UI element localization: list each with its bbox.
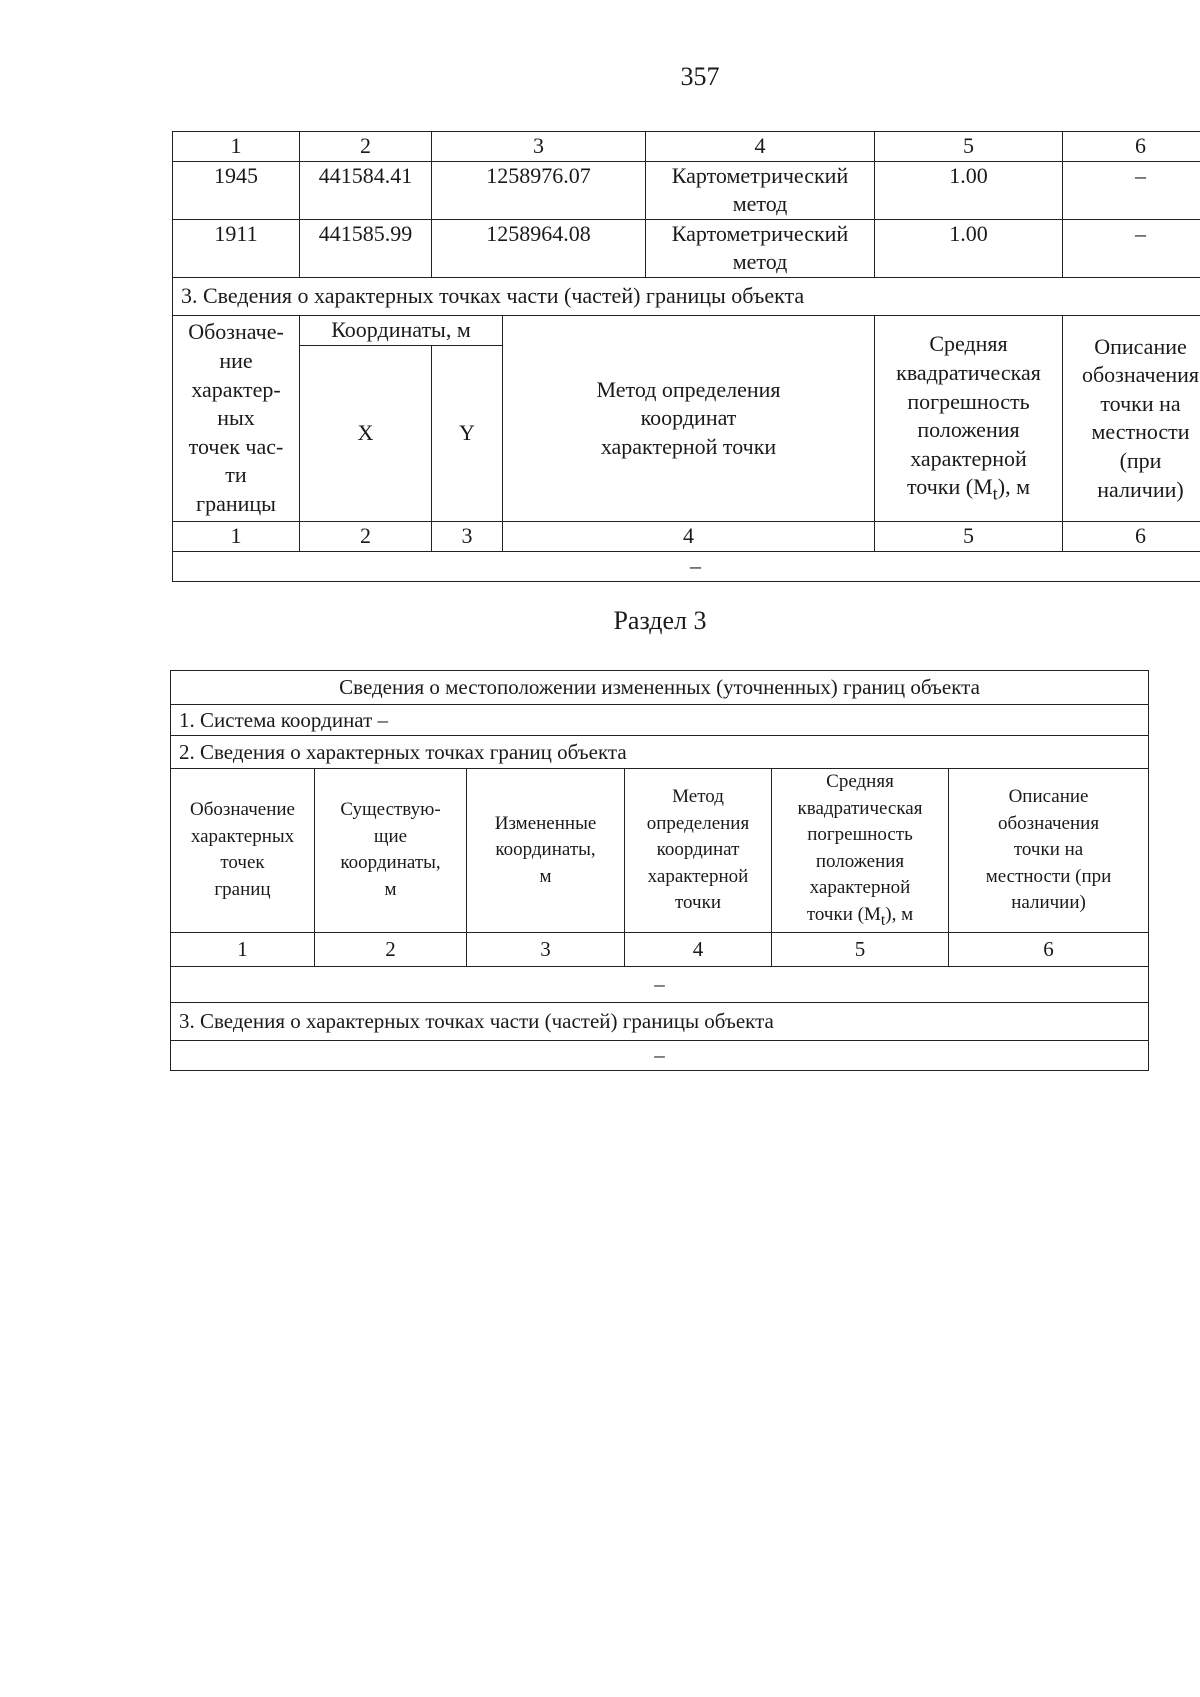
header-method xyxy=(503,315,875,521)
section-heading-row xyxy=(173,277,1200,315)
header-line: Средняя xyxy=(826,771,894,792)
table-title-row xyxy=(171,671,1149,705)
subscript: t xyxy=(880,911,886,929)
col-number: 6 xyxy=(949,932,1149,966)
header-line: обозначения xyxy=(997,812,1100,834)
empty-mark: – xyxy=(173,551,1200,581)
header-line: координаты, xyxy=(495,839,596,861)
header-row xyxy=(171,769,1149,933)
col-number: 6 xyxy=(1063,521,1200,551)
error-value: 1.00 xyxy=(875,161,1063,219)
description: – xyxy=(1063,161,1200,219)
header-line: Описание xyxy=(1008,785,1089,807)
col-number: 2 xyxy=(300,132,432,162)
error-value: 1.00 xyxy=(875,219,1063,277)
header-point-designation xyxy=(171,769,315,933)
header-line: точек xyxy=(220,852,265,874)
header-line: характерной точки xyxy=(600,433,777,459)
coord-x: 441585.99 xyxy=(300,219,432,277)
page-number: 357 xyxy=(680,62,720,91)
header-line: координат xyxy=(656,839,740,861)
header-line: точки xyxy=(674,892,721,914)
header-line: характерных xyxy=(190,825,295,847)
section-title: Раздел 3 xyxy=(613,606,707,635)
col-number: 4 xyxy=(503,521,875,551)
header-line: границы xyxy=(196,490,276,516)
method-line: Картометрический xyxy=(671,220,849,246)
coord-x: 441584.41 xyxy=(300,161,432,219)
col-number: 3 xyxy=(432,521,503,551)
header-description xyxy=(949,769,1149,933)
header-y: Y xyxy=(432,345,503,521)
empty-row xyxy=(173,551,1200,581)
col-number: 6 xyxy=(1063,132,1200,162)
header-line: м xyxy=(539,865,552,887)
header-line: м xyxy=(384,879,397,901)
points-title: 2. Сведения о характерных точках границ объекта xyxy=(171,736,1149,769)
col-number: 2 xyxy=(315,932,467,966)
column-number-row xyxy=(173,521,1200,551)
header-point-designation xyxy=(173,315,300,521)
header-line: ), м xyxy=(885,903,914,925)
coord-y: 1258976.07 xyxy=(432,161,646,219)
header-line: погрешность xyxy=(907,388,1030,414)
header-line: Метод xyxy=(672,785,724,807)
col-number: 4 xyxy=(625,932,772,966)
col-number: 1 xyxy=(173,132,300,162)
table-row xyxy=(173,161,1200,219)
empty-mark: – xyxy=(171,1040,1149,1070)
points-title-row xyxy=(171,736,1149,769)
header-line: обозначения xyxy=(1081,362,1200,388)
col-number: 4 xyxy=(646,132,875,162)
header-line: характерной xyxy=(809,877,911,899)
empty-mark: – xyxy=(171,966,1149,1002)
header-line: точки на xyxy=(1013,839,1084,861)
table-row xyxy=(173,219,1200,277)
section-heading: 3. Сведения о характерных точках части (частей) границы объекта xyxy=(173,277,1200,315)
header-line: местности xyxy=(1091,419,1190,445)
column-number-row xyxy=(173,132,1200,162)
header-line: ), м xyxy=(997,474,1030,500)
header-line: Обозначе- xyxy=(188,319,284,345)
header-line: ти xyxy=(225,462,247,488)
header-line: характерной xyxy=(647,865,749,887)
header-line: положения xyxy=(815,850,905,872)
header-error xyxy=(772,769,949,933)
empty-row xyxy=(171,1040,1149,1070)
coord-system: 1. Система координат – xyxy=(171,705,1149,736)
header-line: координат xyxy=(640,405,737,431)
header-line: Обозначение xyxy=(190,799,295,821)
header-changed-coords xyxy=(467,769,625,933)
header-line: точек час- xyxy=(188,433,284,459)
header-method xyxy=(625,769,772,933)
header-line: наличии) xyxy=(1011,892,1086,914)
header-row xyxy=(173,315,1200,345)
subscript: t xyxy=(992,483,998,504)
method-line: метод xyxy=(732,191,788,217)
header-existing-coords xyxy=(315,769,467,933)
header-line: (при xyxy=(1119,448,1162,474)
header-line: положения xyxy=(917,417,1020,443)
point-id: 1911 xyxy=(173,219,300,277)
header-line: точки (M xyxy=(806,903,881,925)
header-line: характер- xyxy=(191,376,281,402)
boundary-points-table xyxy=(172,131,1200,582)
header-line: точки (M xyxy=(906,474,993,500)
header-line: точки на xyxy=(1100,390,1181,416)
header-line: Средняя xyxy=(929,331,1008,357)
header-line: Измененные xyxy=(494,812,597,834)
header-line: Существую- xyxy=(340,799,441,821)
method-cell xyxy=(646,161,875,219)
header-line: наличии) xyxy=(1097,476,1184,502)
column-number-row xyxy=(171,932,1149,966)
coord-y: 1258964.08 xyxy=(432,219,646,277)
col-number: 3 xyxy=(467,932,625,966)
description: – xyxy=(1063,219,1200,277)
parts-title-row xyxy=(171,1002,1149,1040)
col-number: 5 xyxy=(772,932,949,966)
col-number: 2 xyxy=(300,521,432,551)
header-line: квадратическая xyxy=(896,359,1041,385)
method-line: метод xyxy=(732,249,788,275)
method-cell xyxy=(646,219,875,277)
header-line: характерной xyxy=(910,445,1027,471)
header-line: местности (при xyxy=(985,865,1112,887)
col-number: 5 xyxy=(875,521,1063,551)
header-line: погрешность xyxy=(807,824,913,846)
col-number: 1 xyxy=(173,521,300,551)
header-line: границ xyxy=(214,879,271,901)
col-number: 5 xyxy=(875,132,1063,162)
header-error xyxy=(875,315,1063,521)
header-coordinates: Координаты, м xyxy=(300,315,503,345)
header-line: координаты, xyxy=(340,852,441,874)
header-x: X xyxy=(300,345,432,521)
header-line: квадратическая xyxy=(797,797,923,819)
header-line: Описание xyxy=(1094,333,1187,359)
header-line: ных xyxy=(217,405,255,431)
empty-row xyxy=(171,966,1149,1002)
method-line: Картометрический xyxy=(671,162,849,188)
col-number: 3 xyxy=(432,132,646,162)
header-line: ние xyxy=(219,347,253,373)
col-number: 1 xyxy=(171,932,315,966)
table-title: Сведения о местоположении измененных (уточненных) границ объекта xyxy=(171,671,1149,705)
parts-title: 3. Сведения о характерных точках части (частей) границы объекта xyxy=(171,1002,1149,1040)
header-line: Метод определения xyxy=(596,376,781,402)
header-description xyxy=(1063,315,1200,521)
point-id: 1945 xyxy=(173,161,300,219)
coord-system-row xyxy=(171,705,1149,736)
header-line: щие xyxy=(373,825,408,847)
header-line: определения xyxy=(646,812,750,834)
changed-boundaries-table xyxy=(170,670,1149,1071)
